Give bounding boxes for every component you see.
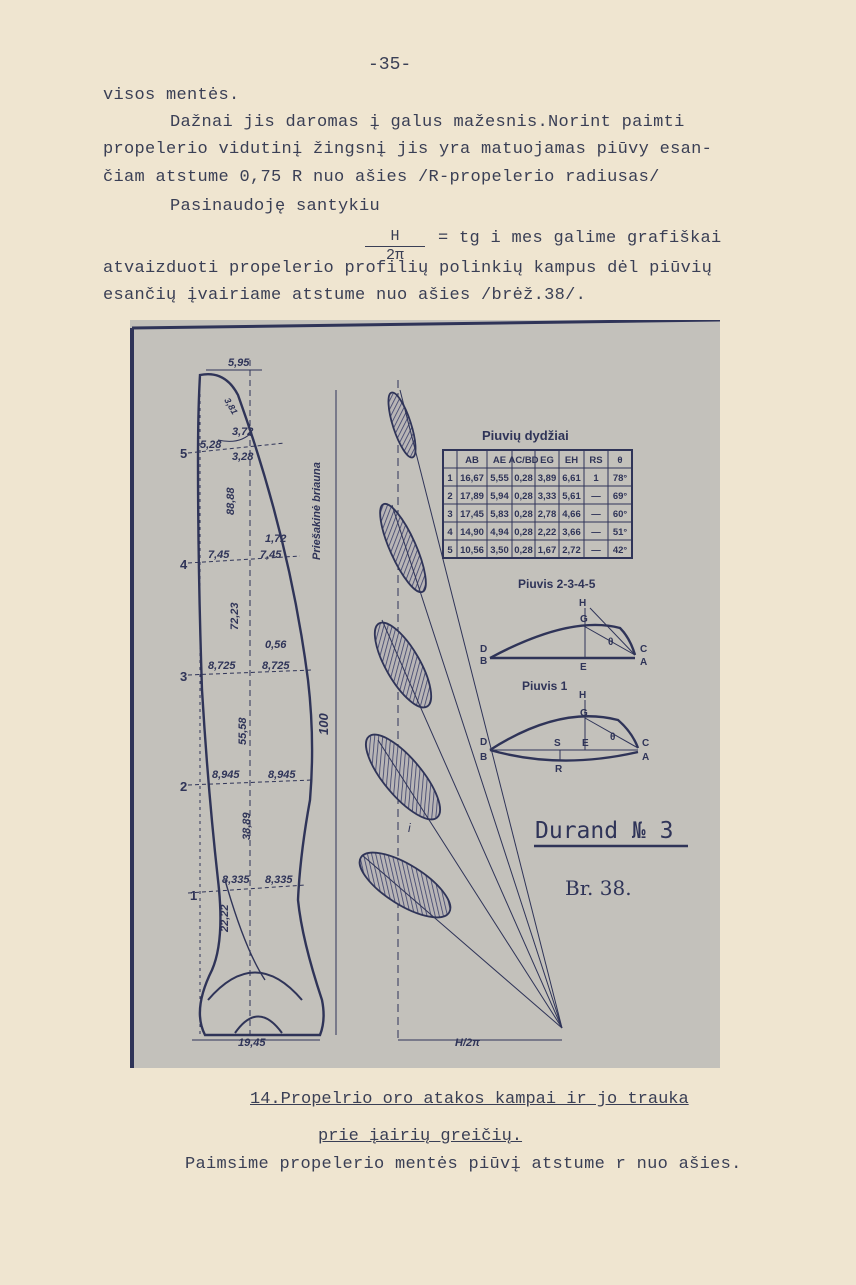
dim-72-23: 72,23 [229, 602, 241, 630]
table-cell: 0,28 [514, 545, 533, 556]
profile1-upper-curve [490, 716, 638, 750]
dim-8-335-left: 8,335 [222, 874, 250, 886]
station-label-3: 3 [180, 669, 188, 684]
table-cell: 0,28 [514, 509, 533, 520]
table-cell: 42° [612, 545, 628, 556]
letter1-S: S [554, 738, 561, 749]
formula-rest: = tg i mes galime grafiškai [438, 229, 722, 248]
dim-height-100: 100 [316, 713, 331, 735]
text-line-2: Dažnai jis daromas į galus mažesnis.Norint paimti [170, 113, 685, 132]
letter-C: C [640, 644, 648, 655]
table-cell: — [591, 545, 601, 556]
dim-19-45: 19,45 [238, 1037, 266, 1049]
profile1-lower-curve [490, 750, 638, 761]
table-header-cell: EH [564, 455, 579, 466]
table-header-cell: RS [589, 455, 603, 466]
table-cell: 5,55 [490, 473, 509, 484]
angle-i-label: i [408, 821, 411, 835]
letter-theta: θ [608, 637, 614, 648]
letter1-R: R [555, 764, 563, 775]
dim-8-945-left: 8,945 [212, 769, 240, 781]
profile-2345 [480, 598, 647, 673]
hub-inner-line [225, 880, 265, 980]
dim-22-22: 22,22 [219, 904, 231, 932]
table-cell: 0,28 [514, 527, 533, 538]
letter-E: E [580, 662, 587, 673]
table-cell: 6,61 [562, 473, 581, 484]
profile-1 [480, 690, 649, 775]
table-cell: 4,94 [490, 527, 509, 538]
hub-arc-inner [235, 1017, 282, 1034]
table-cell: 17,89 [460, 491, 484, 502]
table-cell: 60° [612, 509, 628, 520]
table-cell: 2,78 [537, 509, 557, 520]
dim-55-58: 55,58 [237, 717, 249, 745]
text-line-4: čiam atstume 0,75 R nuo ašies /R-propelerio radiusas/ [103, 168, 660, 187]
letter1-D: D [480, 737, 488, 748]
propeller-drawing [130, 320, 720, 1068]
table-cell: 5,94 [490, 491, 509, 502]
text-line-6: atvaizduoti propelerio profilių polinkių kampus dėl piūvių [103, 259, 713, 278]
table-cell: 78° [612, 473, 628, 484]
letter1-A: A [642, 752, 650, 763]
section-title-line-1: 14.Propelrio oro atakos kampai ir jo trauka [250, 1090, 689, 1109]
table-cell: 14,90 [460, 527, 484, 538]
table-cell: 1 [447, 473, 453, 484]
table-cell: — [591, 527, 601, 538]
table-cell: 51° [612, 527, 628, 538]
formula-numerator: H [365, 228, 425, 247]
dim-8-725-left: 8,725 [208, 660, 236, 672]
text-line-3: propelerio vidutinį žingsnį jis yra matuojamas piūvy esan- [103, 140, 713, 159]
brand-label: Durand № 3 [535, 818, 674, 844]
formula-denominator: 2π [385, 247, 404, 264]
dim-7-45-right: 7,45 [260, 549, 282, 561]
dim-5-28: 5,28 [200, 439, 222, 451]
frame-top [132, 320, 720, 328]
section-title-1: Piuvis 1 [522, 679, 568, 693]
dim-tip-radius: 3,81 [222, 396, 240, 417]
airfoil-section-4 [372, 499, 435, 597]
text-line-1: visos mentės. [103, 86, 240, 105]
table-title: Piuvių dydžiai [482, 428, 569, 443]
table-cell: 69° [612, 491, 628, 502]
letter-H: H [579, 598, 587, 609]
table-cell: 5,83 [490, 509, 509, 520]
letter-B: B [480, 656, 488, 667]
ray-1 [362, 855, 562, 1028]
table-cell: 4 [447, 527, 453, 538]
letter1-theta: θ [610, 732, 616, 743]
letter1-E: E [582, 738, 589, 749]
letter-G: G [580, 614, 588, 625]
table-header-cell: AB [465, 455, 479, 466]
hub-arc-outer [208, 973, 302, 1001]
dim-0-56: 0,56 [265, 639, 287, 651]
dim-3-28: 3,28 [232, 451, 254, 463]
letter1-H: H [579, 690, 587, 701]
airfoil-section-3 [364, 615, 441, 715]
table-cell: — [591, 509, 601, 520]
dim-8-335-right: 8,335 [265, 874, 293, 886]
airfoil-section-2 [354, 724, 451, 830]
section-title-2345: Piuvis 2-3-4-5 [518, 577, 596, 591]
dim-1-72: 1,72 [265, 533, 287, 545]
table-cell: 5,61 [562, 491, 581, 502]
dimensions-table [443, 450, 632, 558]
table-cell: 3,66 [562, 527, 581, 538]
letter1-C: C [642, 738, 650, 749]
blade-outline [198, 374, 324, 1035]
leading-edge-label: Priešakinė briauna [311, 462, 323, 560]
section-title-line-2: prie įairių greičių. [318, 1127, 523, 1146]
dim-8-945-right: 8,945 [268, 769, 296, 781]
section-body: Paimsime propelerio mentės piūvį atstume r nuo ašies. [185, 1155, 742, 1174]
page-number: -35- [368, 55, 412, 75]
dim-88-88: 88,88 [225, 487, 237, 515]
letter1-B: B [480, 752, 488, 763]
table-cell: 3,33 [537, 491, 557, 502]
table-cell: 2,72 [562, 545, 581, 556]
table-cell: 3,50 [490, 545, 509, 556]
table-cell: 4,66 [562, 509, 581, 520]
dim-7-45-left: 7,45 [208, 549, 230, 561]
table-cell: 3,89 [537, 473, 557, 484]
letter-D: D [480, 644, 488, 655]
table-cell: — [591, 491, 601, 502]
table-cell: 2 [447, 491, 453, 502]
table-cell: 2,22 [537, 527, 557, 538]
table-header-cell: EG [540, 455, 554, 466]
letter1-G: G [580, 708, 588, 719]
table-cell: 1 [593, 473, 599, 484]
dim-8-725-right: 8,725 [262, 660, 290, 672]
text-line-5: Pasinaudoję santykiu [170, 197, 381, 216]
station-label-2: 2 [180, 779, 188, 794]
figure-number: Br. 38. [565, 876, 632, 900]
dim-pitch: H/2π [455, 1037, 480, 1049]
table-cell: 5 [447, 545, 453, 556]
dim-3-72: 3,72 [232, 426, 254, 438]
table-cell: 17,45 [460, 509, 484, 520]
table-cell: 10,56 [460, 545, 484, 556]
table-cell: 16,67 [460, 473, 484, 484]
station-line-1 [188, 885, 305, 893]
station-label-5: 5 [180, 446, 188, 461]
text-line-7: esančių įvairiame atstume nuo ašies /brėž.38/. [103, 286, 587, 305]
table-cell: 0,28 [514, 491, 533, 502]
airfoil-section-1 [350, 840, 459, 929]
letter-A: A [640, 657, 648, 668]
dim-38-89: 38,89 [241, 812, 253, 840]
table-header-cell: AE [492, 455, 507, 466]
table-cell: 0,28 [514, 473, 533, 484]
station-line-4 [188, 556, 300, 563]
table-cell: 3 [447, 509, 453, 520]
station-label-4: 4 [180, 557, 188, 572]
table-cell: 1,67 [537, 545, 557, 556]
station-label-1: 1 [190, 888, 198, 903]
table-header-cell: AC/BD [508, 455, 539, 466]
dim-top-width: 5,95 [228, 357, 250, 369]
table-header-cell: θ [617, 455, 623, 466]
